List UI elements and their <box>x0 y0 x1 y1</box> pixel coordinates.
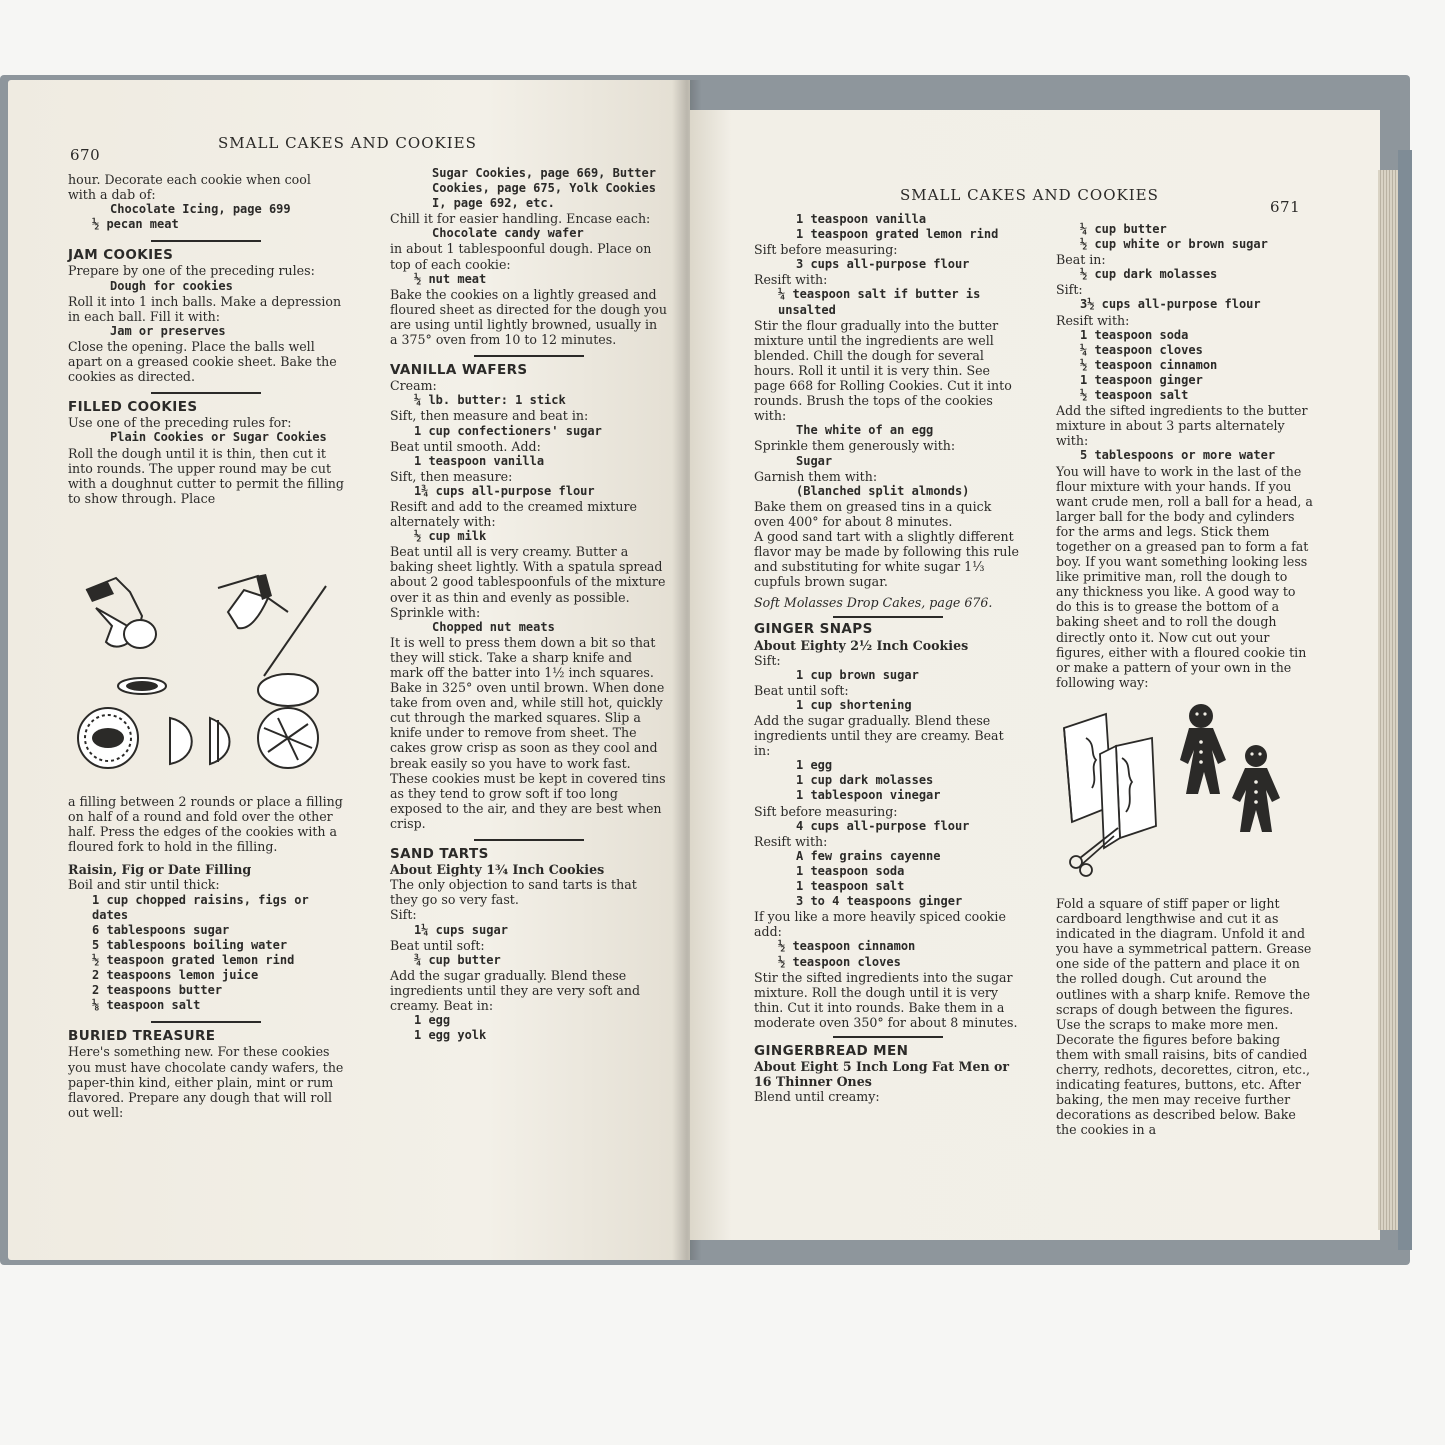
subheading: About Eighty 2½ Inch Cookies <box>754 637 969 653</box>
ingredient: 1 egg <box>796 758 833 773</box>
body-text: If you like a more heavily spiced cookie add: <box>754 909 1006 940</box>
recipe-title: VANILLA WAFERS <box>390 362 528 379</box>
ingredient: 3½ cups all-purpose flour <box>1080 297 1261 312</box>
running-head: SMALL CAKES AND COOKIES <box>900 186 1159 204</box>
body-text: Resift with: <box>1056 312 1130 328</box>
body-text: Sift: <box>390 907 417 923</box>
ingredient: 1 teaspoon vanilla <box>414 453 545 468</box>
body-text: Add the sifted ingredients to the butter mixture in about 3 parts alternately with: <box>1056 403 1308 449</box>
ingredient: 1 teaspoon vanilla <box>796 212 927 226</box>
right-column-2-continued <box>1056 896 1314 1138</box>
ingredient: 4 cups all-purpose flour <box>796 818 970 833</box>
body-text: Resift and add to the creamed mixture alternately with: <box>390 498 637 530</box>
body-text: Sift, then measure: <box>390 468 513 484</box>
ingredient: 1 cup chopped raisins, figs or dates <box>92 892 309 922</box>
body-text: Fold a square of stiff paper or light cardboard lengthwise and cut it as indicated in the diagram. Unfold it and you have a symmetrical pattern. Grease one side of the pattern and place it on the rolled dough. Cut around the outlines with a sharp knife. Remove the scraps of dough between the figures. Use the scraps to make more men. Decorate the figures before baking them with small raisins, bits of candied cherry, redhots, decorettes, citron, etc., indicating features, buttons, etc. After baking, the men may receive further decorations as described below. Bake the cookies in a <box>1056 896 1312 1138</box>
body-text: Sift: <box>754 652 781 668</box>
body-text: with a dab of: <box>68 187 156 203</box>
ingredient: ½ cup milk <box>414 529 487 544</box>
ingredient: Plain Cookies or Sugar Cookies <box>110 430 327 445</box>
section-rule <box>474 839 584 841</box>
right-column-1 <box>754 212 1022 1104</box>
ingredient: 3 cups all-purpose flour <box>796 257 970 272</box>
body-text: Prepare by one of the preceding rules: <box>68 263 315 279</box>
ingredient: Dough for cookies <box>110 278 233 293</box>
body-text: A good sand tart with a slightly different flavor may be made by following this rule and substituting for white sugar 1⅓ cupfuls brown sugar. <box>754 528 1020 590</box>
body-text: Resift with: <box>754 833 828 849</box>
section-rule <box>474 355 584 357</box>
left-column-2 <box>390 166 668 1043</box>
ingredient: ¾ cup butter <box>414 952 501 967</box>
ingredient: 1 egg <box>414 1013 451 1028</box>
body-text: Bake the cookies on a lightly greased and floured sheet as directed for the dough you are using until lightly browned, usually in a 375° oven from 10 to 12 minutes. <box>390 286 667 348</box>
ingredient: ½ cup dark molasses <box>1080 267 1218 282</box>
ingredient: 1 teaspoon ginger <box>1080 372 1203 387</box>
left-column-1-continued <box>68 794 344 1120</box>
body-text: Close the opening. Place the balls well apart on a greased cookie sheet. Bake the cookies as directed. <box>68 338 337 385</box>
ingredient: Sugar Cookies, page 669, Butter Cookies, page 675, Yolk Cookies I, page 692, etc. <box>432 166 656 211</box>
section-rule <box>833 616 943 618</box>
ingredient: ½ pecan meat <box>92 217 179 232</box>
subheading: About Eighty 1¾ Inch Cookies <box>390 862 605 878</box>
body-text: Sift, then measure and beat in: <box>390 408 589 424</box>
ingredient: ⅛ teaspoon salt <box>92 998 201 1013</box>
recipe-title: BURIED TREASURE <box>68 1028 216 1045</box>
ingredient: ¼ teaspoon cloves <box>1080 342 1203 357</box>
section-rule <box>151 1021 261 1023</box>
body-text: The only objection to sand tarts is that they go so very fast. <box>390 877 637 908</box>
left-page <box>8 80 690 1260</box>
ingredient: 1 teaspoon salt <box>796 879 905 894</box>
recipe-title: JAM COOKIES <box>68 247 174 264</box>
ingredient: 5 tablespoons or more water <box>1080 448 1276 463</box>
body-text: in about 1 tablespoonful dough. Place on top of each cookie: <box>390 241 652 272</box>
body-text: You will have to work in the last of the flour mixture with your hands. If you want crude men, roll a ball for a head, a larger ball for the body and cylinders for the arms and legs. Stick them together on a greased pan to form a fat boy. If you want something looking less like primitive man, roll the dough to any thickness you like. A good way to do this is to grease the bottom of a baking sheet and to roll the dough directly onto it. Now cut out your figures, either with a floured cookie tin or make a pattern of your own in the following way: <box>1056 463 1313 690</box>
ingredient: ¼ teaspoon salt if butter is unsalted <box>778 287 981 317</box>
recipe-title: FILLED COOKIES <box>68 399 198 416</box>
body-text: Beat until smooth. Add: <box>390 438 541 454</box>
page-edges <box>1378 170 1400 1230</box>
filled-cookies-illustration <box>68 568 338 786</box>
ingredient: 1 cup dark molasses <box>796 773 934 788</box>
ingredient: 1 teaspoon soda <box>1080 327 1189 342</box>
ingredient: Chopped nut meats <box>432 619 555 634</box>
section-rule <box>151 240 261 242</box>
right-column-2 <box>1056 222 1314 690</box>
right-page <box>690 110 1380 1240</box>
body-text: Stir the flour gradually into the butter mixture until the ingredients are well blended. Chill the dough for several hours. Roll it until it is very thin. See page 668 for Rolling Cookies. Cut it into rounds. Brush the tops of the cookies with: <box>754 317 1012 424</box>
ingredient: ½ nut meat <box>414 271 487 286</box>
ingredient: ½ teaspoon grated lemon rind <box>92 952 295 967</box>
body-text: Boil and stir until thick: <box>68 877 220 893</box>
running-head: SMALL CAKES AND COOKIES <box>218 134 477 152</box>
body-text: Beat until soft: <box>390 937 485 953</box>
ingredient: 1 teaspoon soda <box>796 863 905 878</box>
body-text: Sift: <box>1056 282 1083 298</box>
ingredient: 1 cup confectioners' sugar <box>414 423 602 438</box>
body-text: Resift with: <box>754 272 828 288</box>
body-text: Beat until all is very creamy. Butter a baking sheet lightly. With a spatula spread about 2 good tablespoonfuls of the mixture over it as thin and evenly as possible. Sprinkle with: <box>390 544 666 620</box>
recipe-title: SAND TARTS <box>390 846 489 863</box>
ingredient: ½ teaspoon cinnamon <box>1080 357 1218 372</box>
ingredient: 2 teaspoons butter <box>92 983 223 998</box>
body-text: Add the sugar gradually. Blend these ingredients until they are creamy. Beat in: <box>754 713 1004 759</box>
recipe-title: GINGERBREAD MEN <box>754 1042 909 1059</box>
ingredient: 1 cup shortening <box>796 697 912 712</box>
body-text: Stir the sifted ingredients into the sugar mixture. Roll the dough until it is very thin. Cut it into rounds. Bake them in a moderate oven 350° for about 8 minutes. <box>754 969 1018 1030</box>
body-text: Roll it into 1 inch balls. Make a depression in each ball. Fill it with: <box>68 293 342 324</box>
body-text: a filling between 2 rounds or place a filling on half of a round and fold over the other half. Press the edges of the cookies with a floured fork to hold in the filling. <box>68 794 343 855</box>
body-text: Use one of the preceding rules for: <box>68 415 292 431</box>
recipe-title: GINGER SNAPS <box>754 621 873 638</box>
ingredient: ½ cup white or brown sugar <box>1080 237 1268 252</box>
ingredient: ¼ cup butter <box>1080 222 1167 236</box>
ingredient: 5 tablespoons boiling water <box>92 937 288 952</box>
body-text: Sift before measuring: <box>754 242 898 258</box>
body-text: Beat in: <box>1056 252 1106 268</box>
body-text: Sprinkle them generously with: <box>754 438 956 454</box>
subheading: About Eight 5 Inch Long Fat Men or 16 Thinner Ones <box>754 1059 1010 1090</box>
ingredient: 3 to 4 teaspoons ginger <box>796 894 963 909</box>
ingredient: A few grains cayenne <box>796 848 941 863</box>
ingredient: 1 cup brown sugar <box>796 667 919 682</box>
ingredient: Chocolate Icing, page 699 <box>110 202 291 217</box>
body-text: Here's something new. For these cookies you must have chocolate candy wafers, the paper-thin kind, either plain, mint or rum flavored. Prepare any dough that will roll out well: <box>68 1044 344 1120</box>
body-text: Chill it for easier handling. Encase each: <box>390 211 651 227</box>
gingerbread-pattern-diagram <box>1056 698 1314 878</box>
ingredient: ½ teaspoon cinnamon <box>778 939 916 954</box>
ingredient: Sugar <box>796 453 833 468</box>
ingredient: The white of an egg <box>796 423 934 438</box>
ingredient: Jam or preserves <box>110 323 226 338</box>
page-number: 671 <box>1270 198 1301 216</box>
left-column-1 <box>68 172 344 506</box>
ingredient: 1¼ cups sugar <box>414 922 508 937</box>
ingredient: 2 teaspoons lemon juice <box>92 968 259 983</box>
ingredient: 1 teaspoon grated lemon rind <box>796 227 999 242</box>
body-text: Sift before measuring: <box>754 803 898 819</box>
body-text: hour. Decorate each cookie when cool <box>68 172 311 187</box>
page-number: 670 <box>70 146 101 164</box>
body-text: Beat until soft: <box>754 682 849 698</box>
ingredient: 6 tablespoons sugar <box>92 922 230 937</box>
body-text: Garnish them with: <box>754 468 878 484</box>
body-text: Cream: <box>390 378 437 394</box>
ingredient: ½ teaspoon cloves <box>778 954 901 969</box>
ingredient: 1¾ cups all-purpose flour <box>414 483 595 498</box>
section-rule <box>833 1036 943 1038</box>
ingredient: (Blanched split almonds) <box>796 483 970 498</box>
subheading: Raisin, Fig or Date Filling <box>68 862 252 878</box>
body-text: Blend until creamy: <box>754 1089 880 1105</box>
ingredient: Chocolate candy wafer <box>432 226 584 241</box>
body-text: Add the sugar gradually. Blend these ingredients until they are very soft and creamy. Beat in: <box>390 967 641 1013</box>
ingredient: 1 tablespoon vinegar <box>796 788 941 803</box>
ingredient: ¼ lb. butter: 1 stick <box>414 393 566 408</box>
ingredient: 1 egg yolk <box>414 1028 487 1043</box>
section-rule <box>151 392 261 394</box>
body-text: Bake them on greased tins in a quick oven 400° for about 8 minutes. <box>754 498 992 529</box>
cover-edge <box>1398 150 1412 1250</box>
cross-reference: Soft Molasses Drop Cakes, page 676. <box>754 595 993 611</box>
body-text: It is well to press them down a bit so that they will stick. Take a sharp knife and mark off the batter into 1½ inch squares. Bake in 325° oven until brown. When done take from oven and, while still hot, quickly cut through the marked squares. Slip a knife under to remove from sheet. The cakes grow crisp as soon as they cool and break easily so you have to work fast. These cookies must be kept in covered tins as they tend to grow soft if too long exposed to the air, and they are best when crisp. <box>390 634 666 831</box>
body-text: Roll the dough until it is thin, then cut it into rounds. The upper round may be cut with a doughnut cutter to permit the filling to show through. Place <box>68 445 344 506</box>
ingredient: ½ teaspoon salt <box>1080 388 1189 403</box>
